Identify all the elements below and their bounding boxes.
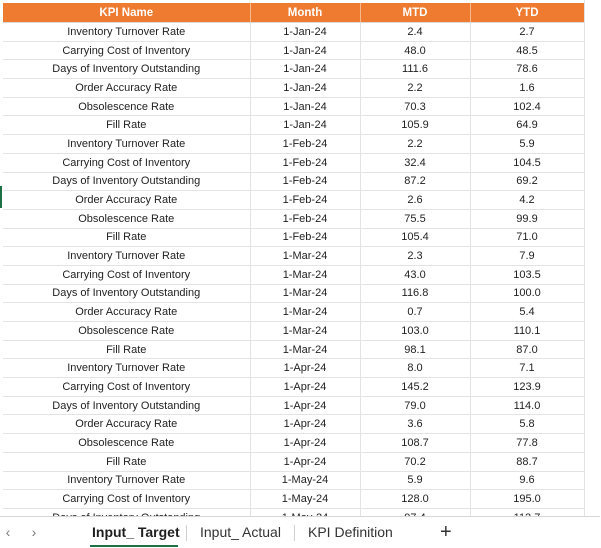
tab-input-target[interactable]: Input_ Target	[92, 524, 180, 540]
ytd-cell[interactable]: 7.1	[470, 359, 584, 378]
mtd-cell[interactable]: 105.4	[360, 228, 470, 247]
ytd-cell[interactable]: 2.7	[470, 23, 584, 42]
ytd-cell[interactable]: 114.0	[470, 396, 584, 415]
kpi-name-cell[interactable]: Fill Rate	[3, 228, 250, 247]
kpi-name-cell[interactable]: Order Accuracy Rate	[3, 303, 250, 322]
kpi-name-cell[interactable]: Carrying Cost of Inventory	[3, 378, 250, 397]
mtd-cell[interactable]: 2.6	[360, 191, 470, 210]
table-row	[3, 135, 584, 154]
kpi-name-cell[interactable]: Obsolescence Rate	[3, 322, 250, 341]
kpi-name-cell[interactable]: Carrying Cost of Inventory	[3, 153, 250, 172]
month-cell[interactable]: 1-Apr-24	[250, 396, 360, 415]
mtd-cell[interactable]: 32.4	[360, 153, 470, 172]
table-row	[3, 340, 584, 359]
table-row	[3, 116, 584, 135]
ytd-cell[interactable]: 5.9	[470, 135, 584, 154]
table-row	[3, 97, 584, 116]
ytd-cell[interactable]: 7.9	[470, 247, 584, 266]
mtd-cell[interactable]: 48.0	[360, 41, 470, 60]
ytd-cell[interactable]: 48.5	[470, 41, 584, 60]
kpi-name-cell[interactable]: Order Accuracy Rate	[3, 191, 250, 210]
kpi-name-cell[interactable]: Order Accuracy Rate	[3, 415, 250, 434]
month-cell[interactable]: 1-Jan-24	[250, 41, 360, 60]
kpi-name-cell[interactable]: Carrying Cost of Inventory	[3, 490, 250, 509]
ytd-cell[interactable]: 104.5	[470, 153, 584, 172]
month-cell[interactable]: 1-Mar-24	[250, 322, 360, 341]
ytd-cell[interactable]: 77.8	[470, 434, 584, 453]
kpi-name-cell[interactable]: Obsolescence Rate	[3, 434, 250, 453]
month-cell[interactable]: 1-Jan-24	[250, 116, 360, 135]
mtd-cell[interactable]: 2.3	[360, 247, 470, 266]
month-cell[interactable]: 1-Mar-24	[250, 303, 360, 322]
mtd-cell[interactable]: 2.4	[360, 23, 470, 42]
table-row	[3, 396, 584, 415]
mtd-cell[interactable]: 5.9	[360, 471, 470, 490]
sheet-tab-bar	[0, 516, 600, 548]
table-row	[3, 60, 584, 79]
selection-indicator	[0, 186, 2, 208]
table-row	[3, 359, 584, 378]
table-row	[3, 172, 584, 191]
month-cell[interactable]: 1-Feb-24	[250, 153, 360, 172]
mtd-cell[interactable]: 2.2	[360, 135, 470, 154]
month-cell[interactable]: 1-Mar-24	[250, 284, 360, 303]
table-row	[3, 452, 584, 471]
month-cell[interactable]: 1-Apr-24	[250, 415, 360, 434]
header-ytd[interactable]: YTD	[470, 3, 584, 23]
tab-divider	[294, 525, 295, 541]
ytd-cell[interactable]: 195.0	[470, 490, 584, 509]
ytd-cell[interactable]: 100.0	[470, 284, 584, 303]
mtd-cell[interactable]: 105.9	[360, 116, 470, 135]
kpi-name-cell[interactable]: Obsolescence Rate	[3, 97, 250, 116]
table-row	[3, 79, 584, 98]
table-row	[3, 41, 584, 60]
kpi-name-cell[interactable]: Carrying Cost of Inventory	[3, 41, 250, 60]
active-tab-indicator	[90, 545, 178, 547]
header-month[interactable]: Month	[250, 3, 360, 23]
table-row	[3, 471, 584, 490]
mtd-cell[interactable]: 70.3	[360, 97, 470, 116]
table-row	[3, 284, 584, 303]
table-row	[3, 191, 584, 210]
tab-divider	[186, 525, 187, 541]
table-row	[3, 209, 584, 228]
kpi-name-cell[interactable]: Inventory Turnover Rate	[3, 471, 250, 490]
table-row	[3, 303, 584, 322]
month-cell[interactable]: 1-Jan-24	[250, 97, 360, 116]
table-row	[3, 378, 584, 397]
month-cell[interactable]: 1-Mar-24	[250, 247, 360, 266]
month-cell[interactable]: 1-Feb-24	[250, 135, 360, 154]
mtd-cell[interactable]: 111.6	[360, 60, 470, 79]
kpi-name-cell[interactable]: Days of Inventory Outstanding	[3, 284, 250, 303]
mtd-cell[interactable]: 43.0	[360, 265, 470, 284]
kpi-name-cell[interactable]: Fill Rate	[3, 340, 250, 359]
ytd-cell[interactable]: 88.7	[470, 452, 584, 471]
table-body	[3, 23, 584, 528]
kpi-name-cell[interactable]: Inventory Turnover Rate	[3, 247, 250, 266]
tab-kpi-definition[interactable]: KPI Definition	[308, 524, 393, 540]
mtd-cell[interactable]: 2.2	[360, 79, 470, 98]
table-row	[3, 490, 584, 509]
kpi-table	[3, 3, 585, 528]
mtd-cell[interactable]: 3.6	[360, 415, 470, 434]
mtd-cell[interactable]: 128.0	[360, 490, 470, 509]
ytd-cell[interactable]: 78.6	[470, 60, 584, 79]
chevron-right-icon[interactable]: ›	[31, 524, 37, 540]
month-cell[interactable]: 1-Feb-24	[250, 209, 360, 228]
empty-column-area[interactable]	[584, 0, 601, 516]
month-cell[interactable]: 1-Jan-24	[250, 79, 360, 98]
month-cell[interactable]: 1-Feb-24	[250, 191, 360, 210]
month-cell[interactable]: 1-Feb-24	[250, 172, 360, 191]
header-kpi-name[interactable]: KPI Name	[3, 3, 250, 23]
mtd-cell[interactable]: 70.2	[360, 452, 470, 471]
chevron-left-icon[interactable]: ‹	[5, 524, 11, 540]
kpi-name-cell[interactable]: Obsolescence Rate	[3, 209, 250, 228]
ytd-cell[interactable]: 5.8	[470, 415, 584, 434]
table-row	[3, 153, 584, 172]
ytd-cell[interactable]: 71.0	[470, 228, 584, 247]
ytd-cell[interactable]: 102.4	[470, 97, 584, 116]
ytd-cell[interactable]: 110.1	[470, 322, 584, 341]
ytd-cell[interactable]: 103.5	[470, 265, 584, 284]
kpi-name-cell[interactable]: Inventory Turnover Rate	[3, 359, 250, 378]
add-sheet-button[interactable]: +	[440, 521, 452, 543]
ytd-cell[interactable]: 9.6	[470, 471, 584, 490]
tab-input-actual[interactable]: Input_ Actual	[200, 524, 281, 540]
ytd-cell[interactable]: 1.6	[470, 79, 584, 98]
mtd-cell[interactable]: 98.1	[360, 340, 470, 359]
mtd-cell[interactable]: 116.8	[360, 284, 470, 303]
month-cell[interactable]: 1-Apr-24	[250, 378, 360, 397]
month-cell[interactable]: 1-Mar-24	[250, 265, 360, 284]
kpi-name-cell[interactable]: Days of Inventory Outstanding	[3, 396, 250, 415]
ytd-cell[interactable]: 123.9	[470, 378, 584, 397]
month-cell[interactable]: 1-May-24	[250, 471, 360, 490]
kpi-name-cell[interactable]: Fill Rate	[3, 452, 250, 471]
ytd-cell[interactable]: 5.4	[470, 303, 584, 322]
month-cell[interactable]: 1-Feb-24	[250, 228, 360, 247]
table-row	[3, 434, 584, 453]
ytd-cell[interactable]: 64.9	[470, 116, 584, 135]
month-cell[interactable]: 1-Apr-24	[250, 359, 360, 378]
kpi-name-cell[interactable]: Inventory Turnover Rate	[3, 23, 250, 42]
mtd-cell[interactable]: 8.0	[360, 359, 470, 378]
header-row	[3, 3, 584, 23]
ytd-cell[interactable]: 87.0	[470, 340, 584, 359]
month-cell[interactable]: 1-May-24	[250, 490, 360, 509]
header-mtd[interactable]: MTD	[360, 3, 470, 23]
table-row	[3, 23, 584, 42]
table-row	[3, 415, 584, 434]
table-row	[3, 247, 584, 266]
mtd-cell[interactable]: 145.2	[360, 378, 470, 397]
month-cell[interactable]: 1-Jan-24	[250, 60, 360, 79]
month-cell[interactable]: 1-Apr-24	[250, 452, 360, 471]
table-row	[3, 322, 584, 341]
mtd-cell[interactable]: 103.0	[360, 322, 470, 341]
ytd-cell[interactable]: 69.2	[470, 172, 584, 191]
table-row	[3, 265, 584, 284]
kpi-name-cell[interactable]: Inventory Turnover Rate	[3, 135, 250, 154]
kpi-name-cell[interactable]: Days of Inventory Outstanding	[3, 172, 250, 191]
month-cell[interactable]: 1-Apr-24	[250, 434, 360, 453]
month-cell[interactable]: 1-Mar-24	[250, 340, 360, 359]
kpi-name-cell[interactable]: Fill Rate	[3, 116, 250, 135]
kpi-name-cell[interactable]: Order Accuracy Rate	[3, 79, 250, 98]
mtd-cell[interactable]: 79.0	[360, 396, 470, 415]
mtd-cell[interactable]: 75.5	[360, 209, 470, 228]
month-cell[interactable]: 1-Jan-24	[250, 23, 360, 42]
table-row	[3, 228, 584, 247]
ytd-cell[interactable]: 99.9	[470, 209, 584, 228]
ytd-cell[interactable]: 4.2	[470, 191, 584, 210]
kpi-name-cell[interactable]: Days of Inventory Outstanding	[3, 60, 250, 79]
kpi-name-cell[interactable]: Carrying Cost of Inventory	[3, 265, 250, 284]
mtd-cell[interactable]: 0.7	[360, 303, 470, 322]
mtd-cell[interactable]: 87.2	[360, 172, 470, 191]
mtd-cell[interactable]: 108.7	[360, 434, 470, 453]
